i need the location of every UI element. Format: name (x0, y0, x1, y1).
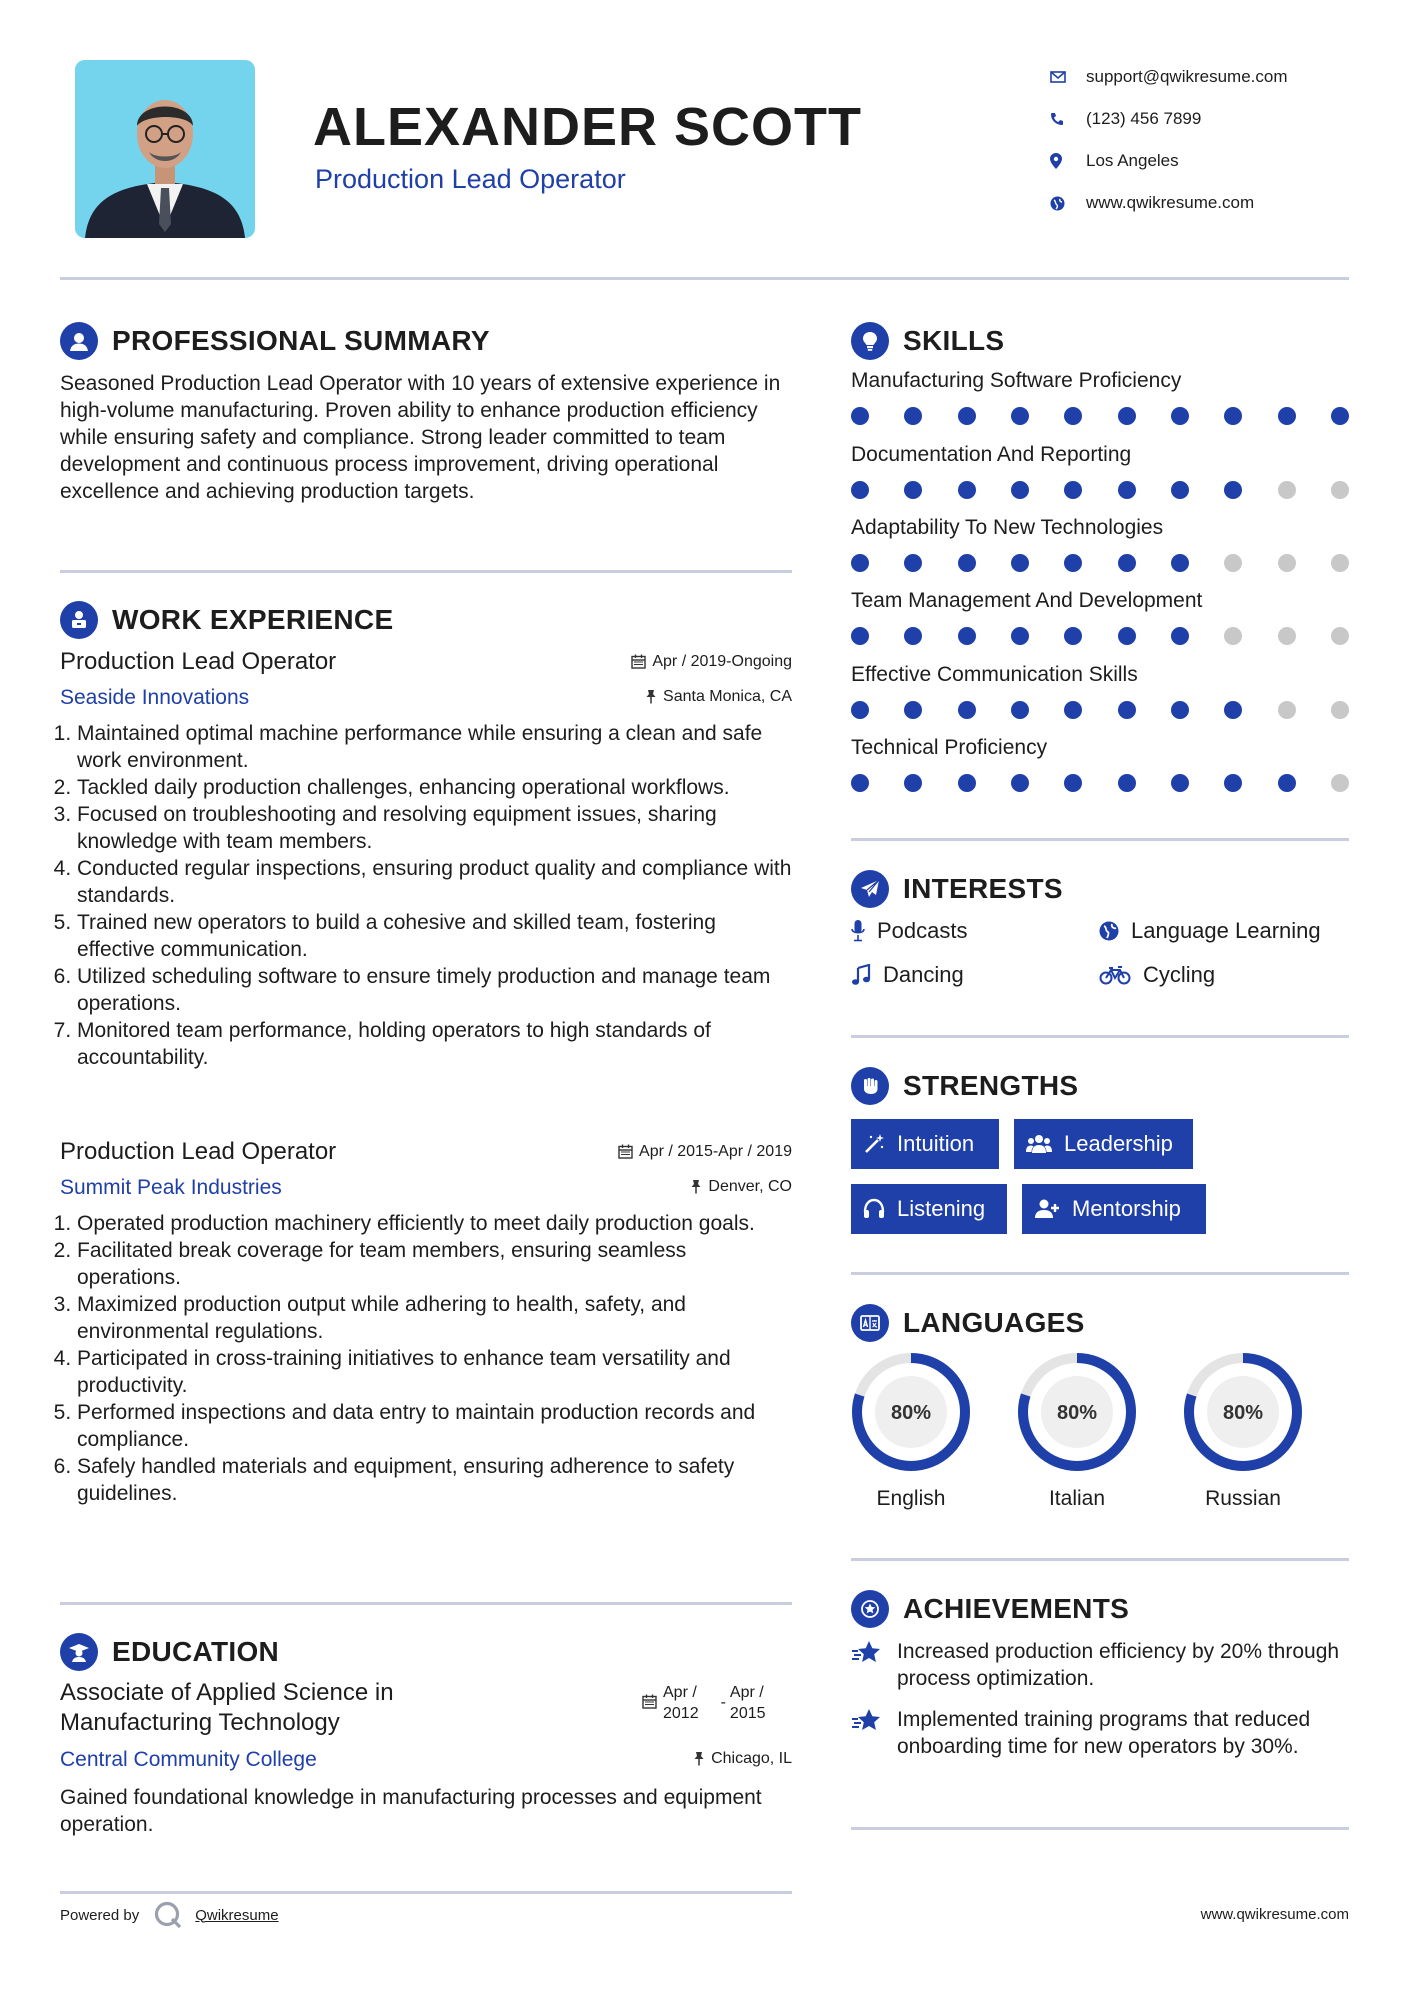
education-school-row (60, 1748, 792, 1772)
job-entry (60, 1138, 792, 1507)
skill-dot-empty (1224, 554, 1242, 572)
education-school: Central Community College (60, 1748, 317, 1771)
skill-dot-filled (1171, 774, 1189, 792)
achievements-title: ACHIEVEMENTS (903, 1593, 1130, 1624)
job-bullet: 2. Tackled daily production challenges, enhancing operational workflows. (77, 774, 792, 801)
languages-heading (851, 1304, 1085, 1342)
job-location (690, 1178, 792, 1196)
education-degree (60, 1678, 560, 1738)
skill-dot-filled (1171, 554, 1189, 572)
powered-by-text: Powered by (60, 1906, 140, 1924)
envelope-icon (1050, 71, 1086, 83)
work-heading (60, 601, 393, 639)
header-divider (60, 277, 1349, 280)
user-icon (60, 322, 98, 360)
skill-item (851, 443, 1349, 503)
lightbulb-icon (851, 322, 889, 360)
skill-dot-filled (958, 481, 976, 499)
strength-label: Mentorship (1072, 1196, 1181, 1221)
skill-dot-filled (1278, 407, 1296, 425)
qwikresume-logo-icon (153, 1900, 183, 1930)
education-date-separator: - (720, 1694, 726, 1711)
skill-dot-filled (1224, 481, 1242, 499)
skill-dot-filled (1171, 407, 1189, 425)
skill-item (851, 369, 1349, 429)
skill-name: Team Management And Development (851, 589, 1203, 612)
skill-dot-empty (1278, 627, 1296, 645)
map-pin-icon (1050, 153, 1086, 169)
job-bullet: 6. Utilized scheduling software to ensure timely production and manage team operations. (77, 963, 792, 1017)
skill-dot-empty (1278, 701, 1296, 719)
music-note-icon (851, 964, 871, 986)
star-icon (851, 1708, 883, 1734)
fist-icon (851, 1067, 889, 1105)
skill-dot-filled (1118, 774, 1136, 792)
headphones-icon (863, 1198, 885, 1220)
skill-dot-filled (1064, 774, 1082, 792)
summary-heading (60, 322, 490, 360)
language-item (1181, 1350, 1305, 1511)
strength-label: Listening (897, 1196, 986, 1221)
language-item (849, 1350, 973, 1511)
microphone-icon (851, 920, 865, 942)
skills-divider (851, 838, 1349, 841)
bicycle-icon (1099, 965, 1131, 985)
calendar-icon (642, 1694, 657, 1709)
skill-name: Adaptability To New Technologies (851, 516, 1164, 539)
language-percent: 80% (890, 1402, 932, 1424)
interest-item (851, 962, 964, 988)
calendar-icon (618, 1144, 633, 1159)
job-bullets (60, 720, 792, 1071)
education-start-month: Apr / (663, 1684, 697, 1701)
interest-label: Podcasts (877, 918, 968, 943)
briefcase-user-icon (60, 601, 98, 639)
contact-email-text: support@qwikresume.com (1086, 67, 1288, 86)
skill-dot-filled (1011, 701, 1029, 719)
interest-label: Language Learning (1131, 918, 1321, 943)
skill-dot-filled (958, 774, 976, 792)
strengths-heading (851, 1067, 1078, 1105)
skill-dot-empty (1224, 627, 1242, 645)
strengths-title: STRENGTHS (903, 1070, 1079, 1101)
education-end-year: 2015 (729, 1705, 766, 1722)
education-divider (60, 1891, 792, 1894)
work-title: WORK EXPERIENCE (112, 604, 394, 635)
skill-dot-filled (1171, 701, 1189, 719)
interest-item (851, 918, 968, 944)
interests-heading (851, 870, 1063, 908)
job-bullet: 4. Participated in cross-training initiatives to enhance team versatility and productivity. (77, 1345, 792, 1399)
strengths-divider (851, 1272, 1349, 1275)
skill-dot-empty (1331, 701, 1349, 719)
skill-name: Manufacturing Software Proficiency (851, 369, 1182, 392)
skill-dot-filled (1331, 407, 1349, 425)
candidate-title: Production Lead Operator (315, 164, 626, 194)
skill-dot-empty (1331, 627, 1349, 645)
language-ring (1181, 1350, 1305, 1474)
achievements-heading (851, 1590, 1129, 1628)
skill-dot-filled (958, 407, 976, 425)
contact-phone-text: (123) 456 7899 (1086, 109, 1202, 128)
phone-icon (1050, 112, 1086, 126)
education-description: Gained foundational knowledge in manufacturing processes and equipment operation. (60, 1786, 762, 1836)
graduate-icon (60, 1633, 98, 1671)
language-name: Italian (1048, 1487, 1106, 1510)
skill-dot-empty (1278, 481, 1296, 499)
footer-powered-by (60, 1900, 279, 1930)
languages-title: LANGUAGES (903, 1307, 1085, 1338)
skill-item (851, 516, 1349, 576)
skill-rating (851, 619, 1349, 649)
job-bullet: 3. Focused on troubleshooting and resolving equipment issues, sharing knowledge with team members. (77, 801, 792, 855)
languages-divider (851, 1558, 1349, 1561)
strength-tag (851, 1119, 999, 1169)
skill-dot-filled (1011, 407, 1029, 425)
contact-website-text: www.qwikresume.com (1086, 193, 1255, 212)
skill-dot-filled (1011, 481, 1029, 499)
job-bullet: 5. Performed inspections and data entry to maintain production records and compliance. (77, 1399, 792, 1453)
interests-divider (851, 1035, 1349, 1038)
job-bullet: 1. Maintained optimal machine performance while ensuring a clean and safe work environment. (77, 720, 792, 774)
users-icon (1026, 1133, 1052, 1155)
skill-dot-filled (1118, 554, 1136, 572)
skill-dot-filled (904, 554, 922, 572)
summary-title: PROFESSIONAL SUMMARY (112, 325, 490, 356)
education-start-year: 2012 (663, 1705, 699, 1722)
degree-line: Manufacturing Technology (60, 1709, 340, 1736)
job-dates (631, 653, 792, 671)
skill-dot-filled (1171, 481, 1189, 499)
skill-dot-filled (1011, 774, 1029, 792)
job-dates-text: Apr / 2015-Apr / 2019 (639, 1142, 792, 1160)
language-name: Russian (1205, 1487, 1281, 1510)
strength-label: Intuition (897, 1131, 975, 1156)
skill-dot-filled (904, 481, 922, 499)
language-ring (1015, 1350, 1139, 1474)
skill-dot-empty (1331, 481, 1349, 499)
skill-dot-filled (1224, 774, 1242, 792)
job-bullet: 6. Safely handled materials and equipment, ensuring adherence to safety guidelines. (77, 1453, 792, 1507)
language-name: English (876, 1487, 946, 1510)
summary-text: Seasoned Production Lead Operator with 10 years of extensive experience in high-volume manufacturing. Proven ability to enhance production efficiency while ensuring safety and compliance. Strong leader committed to team development and continuous process improvement, driving operational excellence and achieving production targets. (60, 372, 781, 503)
education-start (663, 1682, 699, 1724)
pushpin-icon (645, 689, 657, 704)
skill-dot-filled (904, 627, 922, 645)
education-end (730, 1682, 766, 1724)
job-company: Seaside Innovations (60, 686, 250, 709)
award-icon (851, 1590, 889, 1628)
achievement-item (851, 1638, 1351, 1692)
skill-dot-filled (1011, 627, 1029, 645)
skill-rating (851, 399, 1349, 429)
achievement-text: Increased production efficiency by 20% through process optimization. (897, 1640, 1340, 1690)
skill-dot-filled (1224, 407, 1242, 425)
language-item (1015, 1350, 1139, 1511)
work-divider (60, 1602, 792, 1605)
skill-dot-filled (958, 627, 976, 645)
job-entry (60, 648, 792, 1071)
skill-dot-filled (851, 701, 869, 719)
degree-line: Associate of Applied Science in (60, 1679, 394, 1706)
job-bullets (60, 1210, 792, 1507)
language-icon (851, 1304, 889, 1342)
skill-dot-filled (958, 701, 976, 719)
job-bullet: 4. Conducted regular inspections, ensuring product quality and compliance with standards. (77, 855, 792, 909)
skills-title: SKILLS (903, 325, 1005, 356)
contact-location (1050, 140, 1370, 182)
skill-dot-filled (1118, 481, 1136, 499)
job-bullet: 7. Monitored team performance, holding operators to high standards of accountability. (77, 1017, 792, 1071)
skill-dot-filled (851, 481, 869, 499)
skill-name: Effective Communication Skills (851, 663, 1138, 686)
interest-item (1099, 918, 1321, 944)
skill-rating (851, 693, 1349, 723)
strength-label: Leadership (1064, 1131, 1173, 1156)
achievement-item (851, 1706, 1351, 1760)
job-bullet: 5. Trained new operators to build a cohesive and skilled team, fostering effective communication. (77, 909, 792, 963)
footer-website[interactable]: www.qwikresume.com (1200, 1906, 1349, 1923)
skill-dot-filled (1064, 701, 1082, 719)
job-bullet: 3. Maximized production output while adhering to health, safety, and environmental regulations. (77, 1291, 792, 1345)
contact-website[interactable] (1050, 182, 1370, 224)
skill-dot-filled (1064, 407, 1082, 425)
skill-dot-filled (1064, 627, 1082, 645)
job-location (645, 688, 792, 706)
skill-dot-filled (1224, 701, 1242, 719)
education-dates (642, 1682, 766, 1724)
summary-divider (60, 570, 792, 573)
candidate-name: ALEXANDER SCOTT (313, 97, 863, 157)
skill-dot-empty (1331, 774, 1349, 792)
qwikresume-link[interactable]: Qwikresume (195, 1906, 279, 1924)
skill-dot-filled (1278, 774, 1296, 792)
contact-phone[interactable] (1050, 98, 1370, 140)
achievements-divider (851, 1827, 1349, 1830)
skill-dot-empty (1331, 554, 1349, 572)
interest-label: Cycling (1143, 962, 1216, 987)
skill-dot-filled (904, 407, 922, 425)
strength-tag (851, 1184, 1007, 1234)
interest-label: Dancing (883, 962, 964, 987)
contact-email[interactable] (1050, 56, 1370, 98)
calendar-icon (631, 654, 646, 669)
achievement-text: Implemented training programs that reduced onboarding time for new operators by 30%. (897, 1708, 1311, 1758)
education-heading (60, 1633, 279, 1671)
job-location-text: Denver, CO (708, 1177, 792, 1195)
skill-dot-filled (851, 774, 869, 792)
globe-icon (1050, 196, 1086, 211)
education-end-month: Apr / (729, 1684, 764, 1701)
skill-dot-filled (851, 554, 869, 572)
skill-dot-filled (904, 774, 922, 792)
globe-icon (1099, 921, 1119, 941)
skill-dot-filled (904, 701, 922, 719)
job-location-text: Santa Monica, CA (663, 687, 792, 705)
job-title: Production Lead Operator (60, 648, 337, 675)
skill-rating (851, 473, 1349, 503)
contact-location-text: Los Angeles (1086, 151, 1179, 170)
job-bullet: 1. Operated production machinery efficiently to meet daily production goals. (77, 1210, 792, 1237)
job-company: Summit Peak Industries (60, 1176, 282, 1199)
education-location (693, 1750, 792, 1768)
language-percent: 80% (1056, 1402, 1098, 1424)
language-percent: 80% (1222, 1402, 1264, 1424)
skill-dot-filled (1064, 554, 1082, 572)
skill-dot-filled (1171, 627, 1189, 645)
skill-item (851, 589, 1349, 649)
strength-tag (1014, 1119, 1193, 1169)
skill-dot-filled (1118, 627, 1136, 645)
strength-tag (1022, 1184, 1206, 1234)
pushpin-icon (690, 1179, 702, 1194)
skill-name: Technical Proficiency (851, 736, 1048, 759)
skill-dot-filled (958, 554, 976, 572)
education-title: EDUCATION (112, 1636, 280, 1667)
skills-heading (851, 322, 1004, 360)
skill-dot-filled (851, 407, 869, 425)
skill-dot-filled (1118, 701, 1136, 719)
skill-rating (851, 546, 1349, 576)
skill-dot-filled (1011, 554, 1029, 572)
skill-rating (851, 766, 1349, 796)
magic-wand-icon (863, 1133, 885, 1155)
skill-dot-filled (1118, 407, 1136, 425)
interest-item (1099, 962, 1215, 988)
education-location-text: Chicago, IL (711, 1749, 792, 1767)
pushpin-icon (693, 1751, 705, 1766)
user-plus-icon (1034, 1198, 1060, 1220)
job-dates-text: Apr / 2019-Ongoing (652, 652, 792, 670)
skill-dot-filled (851, 627, 869, 645)
skill-dot-filled (1064, 481, 1082, 499)
language-ring (849, 1350, 973, 1474)
paper-plane-icon (851, 870, 889, 908)
profile-photo (75, 60, 255, 238)
job-dates (618, 1143, 792, 1161)
skill-dot-empty (1278, 554, 1296, 572)
interests-title: INTERESTS (903, 873, 1063, 904)
job-bullet: 2. Facilitated break coverage for team members, ensuring seamless operations. (77, 1237, 792, 1291)
skill-item (851, 663, 1349, 723)
skill-item (851, 736, 1349, 796)
skill-name: Documentation And Reporting (851, 443, 1132, 466)
job-title: Production Lead Operator (60, 1138, 337, 1165)
star-icon (851, 1640, 883, 1666)
contact-list (1050, 56, 1370, 224)
